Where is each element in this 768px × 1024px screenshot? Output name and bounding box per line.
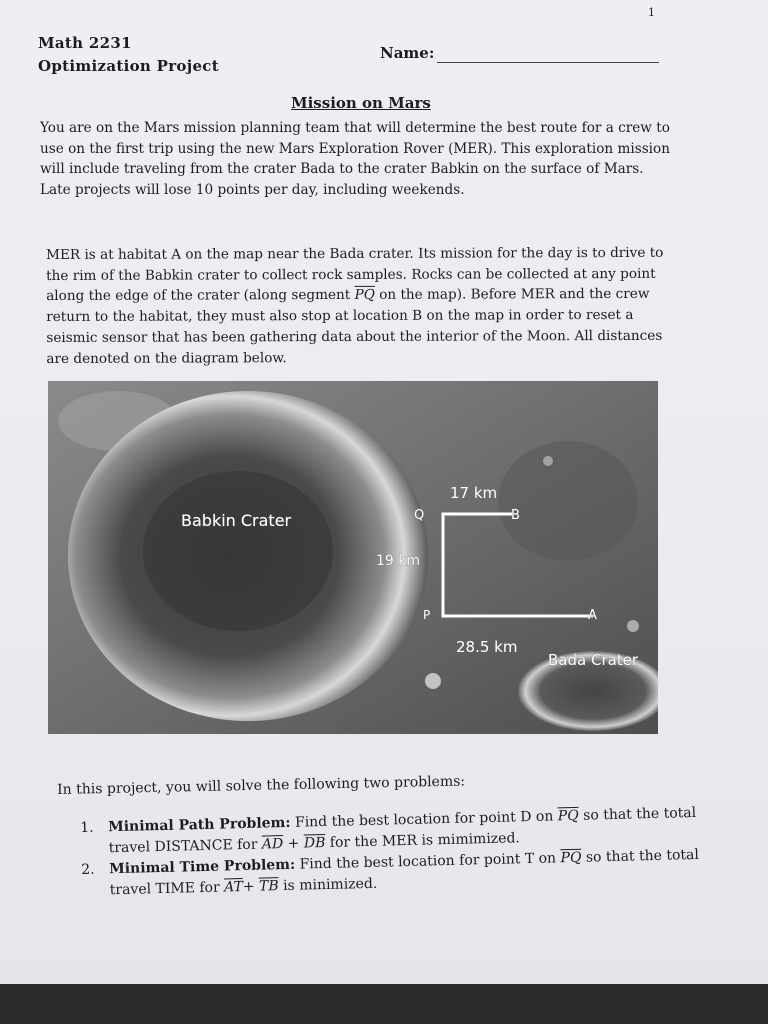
problem-number: 2.: [81, 861, 95, 878]
point-q-label: Q: [414, 508, 425, 523]
problem-text: is minimized.: [278, 875, 378, 895]
segment-pq: $\overline{PQ}$: [560, 849, 582, 867]
problem-number: 1.: [80, 819, 94, 836]
background-table: [0, 984, 768, 1024]
problem-text: for the MER is mimimized.: [325, 830, 521, 852]
distance-qb-label: 17 km: [450, 484, 498, 502]
page-title: Mission on Mars: [291, 94, 431, 112]
problem-text: Find the best location for point D on: [290, 808, 559, 831]
name-blank-line: [437, 62, 659, 63]
problems-intro: In this project, you will solve the following two problems:: [57, 773, 466, 798]
point-a-label: A: [588, 608, 597, 623]
page-number: 1: [648, 6, 655, 19]
problem-text: Find the best location for point T on: [294, 850, 561, 873]
segment-db: $\overline{DB}$: [303, 835, 326, 852]
problem-title: Minimal Path Problem:: [108, 814, 291, 836]
project-title: Optimization Project: [38, 57, 219, 75]
segment-pq: $\overline{PQ}$: [557, 807, 579, 825]
plus-sign: +: [283, 835, 305, 853]
problem-list: [80, 803, 702, 902]
problem-text: so that the total travel DISTANCE for: [108, 804, 697, 857]
segment-ad: $\overline{AD}$: [261, 836, 284, 853]
mars-map-image: [48, 381, 658, 734]
mission-text-part1: MER is at habitat A on the map near the Bada crater. Its mission for the day is to drive to the rim of the Babkin crater to collect rock samples. Rocks can be collected at any point along the edge of the crater (along segment: [46, 244, 664, 305]
segment-at: $\overline{AT}$: [223, 879, 244, 896]
distance-pa-label: 28.5 km: [456, 638, 518, 656]
problem-title: Minimal Time Problem:: [109, 856, 296, 878]
point-p-label: P: [423, 608, 431, 622]
course-title: Math 2231: [38, 34, 132, 52]
segment-pq: $\overline{PQ}$: [354, 287, 375, 304]
mission-text-part2: on the map). Before MER and the crew return to the habitat, they must also stop at location B on the map in order to reset a seismic sensor that has been gathering data about the interior of the Moon. All distances are denoted on the diagram below.: [46, 286, 663, 367]
point-b-label: B: [511, 508, 520, 523]
segment-tb: $\overline{TB}$: [258, 878, 279, 895]
distance-pq-label: 19 km: [376, 553, 421, 569]
plus-sign: +: [242, 878, 260, 896]
bada-crater-label: Bada Crater: [548, 651, 639, 669]
intro-paragraph: You are on the Mars mission planning team that will determine the best route for a crew to use on the first trip using the new Mars Exploration Rover (MER). This exploration mission will include traveling from the crater Bada to the crater Babkin on the surface of Mars. Late projects will lose 10 points per day, including weekends.: [40, 120, 670, 199]
babkin-crater-label: Babkin Crater: [181, 511, 292, 530]
mission-paragraph: [46, 243, 668, 369]
problem-text: so that the total travel TIME for: [109, 846, 700, 899]
name-label: Name:: [380, 44, 435, 62]
